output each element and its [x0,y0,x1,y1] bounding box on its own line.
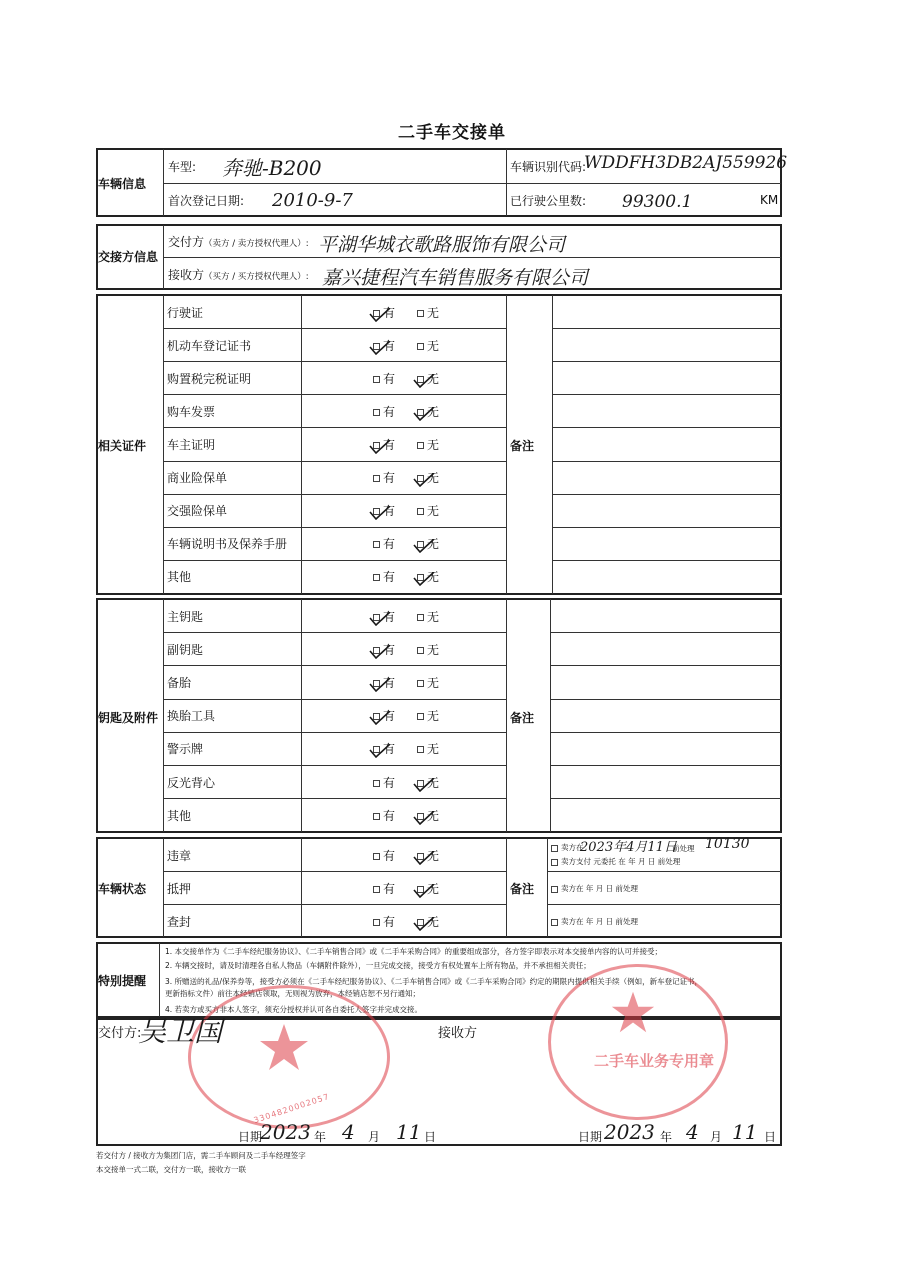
deliver-party-label [168,233,309,250]
documents-item-label: 车主证明 [167,437,216,452]
checkmark-icon [413,811,435,825]
documents-no-checkbox[interactable]: 无 [417,469,439,486]
keys-remark-label: 备注 [510,711,535,725]
documents-item-label: 机动车登记证书 [167,338,252,353]
receive-party-label [168,266,309,283]
documents-no-checkbox[interactable]: 无 [417,535,439,552]
footer-line-2: 本交接单一式二联，交付方一联，接收方一联 [96,1165,246,1174]
status-no-checkbox[interactable]: 无 [417,880,439,897]
documents-no-checkbox[interactable]: 无 [417,568,439,585]
right-date-day: 11 [732,1120,758,1144]
left-date-month: 4 [342,1120,355,1144]
left-year-unit: 年 [314,1130,327,1144]
notice-section-label: 特别提醒 [98,974,147,988]
documents-item-label: 交强险保单 [167,504,228,519]
keys-yes-checkbox[interactable]: 有 [373,774,395,791]
status-remark-1-line2: 卖方支付 元委托 在 年 月 日 前处理 [551,856,680,867]
vin-label: 车辆识别代码: [510,160,587,174]
parties-section-label: 交接方信息 [98,250,159,264]
documents-no-checkbox[interactable]: 无 [417,304,439,321]
keys-no-checkbox[interactable]: 无 [417,707,439,724]
status-remark-2: 卖方在 年 月 日 前处理 [551,883,638,894]
checkmark-icon [369,711,391,725]
keys-item-label: 副钥匙 [167,642,204,657]
left-date-day: 11 [396,1120,422,1144]
right-year-unit: 年 [660,1130,673,1144]
footer-line-1: 若交付方 / 接收方为集团门店，需二手车顾问及二手车经理签字 [96,1151,306,1160]
keys-yes-checkbox[interactable]: 有 [373,740,395,757]
receive-sign-label: 接收方 [438,1026,478,1041]
checkmark-icon [413,473,435,487]
documents-item-label: 其他 [167,570,192,585]
checkmark-icon [413,778,435,792]
notice-line-2: 2. 车辆交接时，请及时清理各自私人物品（车辆附件除外），一旦完成交接，接受方有权处置车上所有物品，并不承担相关责任； [165,961,591,970]
left-date-label: 日期 [238,1130,263,1144]
keys-no-checkbox[interactable]: 无 [417,641,439,658]
keys-yes-checkbox[interactable]: 有 [373,674,395,691]
model-label: 车型: [168,160,197,174]
keys-no-checkbox[interactable]: 无 [417,740,439,757]
documents-yes-checkbox[interactable]: 有 [373,436,395,453]
status-remark-1-amount: 10130 [705,836,750,852]
checkmark-icon [413,917,435,931]
receive-party-stamp [548,964,728,1120]
checkmark-icon [369,645,391,659]
keys-yes-checkbox[interactable]: 有 [373,641,395,658]
documents-yes-checkbox[interactable]: 有 [373,337,395,354]
status-no-checkbox[interactable]: 无 [417,847,439,864]
documents-section-label: 相关证件 [98,439,147,453]
status-yes-checkbox[interactable]: 有 [373,880,395,897]
keys-yes-checkbox[interactable]: 有 [373,608,395,625]
documents-yes-checkbox[interactable]: 有 [373,370,395,387]
documents-no-checkbox[interactable]: 无 [417,337,439,354]
receive-note: （买方 / 买方授权代理人）: [204,272,309,282]
status-item-label: 违章 [167,848,192,863]
documents-yes-checkbox[interactable]: 有 [373,568,395,585]
deliver-party-value: 平湖华城衣歌路服饰有限公司 [318,234,566,256]
checkmark-icon [413,539,435,553]
documents-yes-checkbox[interactable]: 有 [373,535,395,552]
notice-line-1: 1. 本交接单作为《二手车经纪服务协议》、《二手车销售合同》或《二手车采购合同》的重要组成部分，各方签字即表示对本交接单内容的认可并接受； [165,947,663,956]
documents-item-label: 行驶证 [167,305,204,320]
left-month-unit: 月 [368,1130,381,1144]
deliver-stamp-number: 3304820002057 [252,1091,331,1126]
receive-label-text: 接收方 [168,268,205,282]
keys-item-label: 换胎工具 [167,709,216,724]
checkmark-icon [413,884,435,898]
reg-date-value: 2010-9-7 [272,190,353,211]
checkmark-icon [369,744,391,758]
right-date-month: 4 [686,1120,699,1144]
vehicle-section-label: 车辆信息 [98,177,147,191]
documents-yes-checkbox[interactable]: 有 [373,403,395,420]
documents-item-label: 商业险保单 [167,471,228,486]
deliver-note: （卖方 / 卖方授权代理人）: [204,239,309,249]
receive-stamp-star-icon [610,990,656,1034]
status-remark-3: 卖方在 年 月 日 前处理 [551,916,638,927]
documents-no-checkbox[interactable]: 无 [417,403,439,420]
documents-item-label: 购车发票 [167,404,216,419]
right-date-year: 2023 [604,1120,655,1144]
notice-line-5: 4. 若卖方或买方非本人签字，须充分授权并认可各自委托人签字并完成交接。 [165,1005,423,1014]
left-date-year: 2023 [260,1120,311,1144]
mileage-label: 已行驶公里数: [510,194,587,208]
deliver-stamp-star-icon [258,1022,310,1072]
model-value: 奔驰-B200 [222,156,322,180]
page-title: 二手车交接单 [398,123,506,143]
mileage-value: 99300.1 [622,192,693,212]
status-remark-1-tail: 前处理 [672,844,695,853]
deliver-sign-label: 交付方: [98,1026,142,1041]
documents-no-checkbox[interactable]: 无 [417,502,439,519]
notice-line-3: 3. 所赠送的礼品/保养券等，接受方必须在《二手车经纪服务协议》、《二手车销售合同》或《二手车采购合同》约定的期限内提供相关手续（例如，新车登记证书， [165,977,703,986]
checkmark-icon [369,612,391,626]
checkmark-icon [413,851,435,865]
checkmark-icon [413,572,435,586]
checkmark-icon [413,407,435,421]
checkmark-icon [369,440,391,454]
documents-item-label: 车辆说明书及保养手册 [167,537,288,552]
status-section-label: 车辆状态 [98,882,147,896]
keys-item-label: 其他 [167,808,192,823]
keys-item-label: 警示牌 [167,742,204,757]
documents-item-label: 购置税完税证明 [167,371,252,386]
status-yes-checkbox[interactable]: 有 [373,913,395,930]
left-day-unit: 日 [424,1130,437,1144]
status-yes-checkbox[interactable]: 有 [373,847,395,864]
status-no-checkbox[interactable]: 无 [417,913,439,930]
deliver-label-text: 交付方 [168,235,205,249]
keys-yes-checkbox[interactable]: 有 [373,807,395,824]
status-remark-label: 备注 [510,882,535,896]
status-item-label: 查封 [167,914,192,929]
documents-yes-checkbox[interactable]: 有 [373,502,395,519]
documents-no-checkbox[interactable]: 无 [417,436,439,453]
status-item-label: 抵押 [167,881,192,896]
keys-no-checkbox[interactable]: 无 [417,774,439,791]
keys-no-checkbox[interactable]: 无 [417,608,439,625]
keys-item-label: 备胎 [167,676,192,690]
documents-remark-label: 备注 [510,439,535,453]
right-month-unit: 月 [710,1130,723,1144]
receive-party-value: 嘉兴捷程汽车销售服务有限公司 [322,267,589,289]
checkmark-icon [369,678,391,692]
right-date-label: 日期 [578,1130,603,1144]
keys-section-label: 钥匙及附件 [98,711,159,725]
mileage-unit: KM [760,193,779,207]
vin-value: WDDFH3DB2AJ559926 [584,153,788,173]
documents-yes-checkbox[interactable]: 有 [373,304,395,321]
keys-no-checkbox[interactable]: 无 [417,674,439,691]
notice-line-4: 更新指标文件）前往本经销店领取，无则视为放弃，本经销店恕不另行通知； [165,989,420,998]
status-remark-1-date: 2023年4月11日 [580,840,677,855]
checkmark-icon [369,341,391,355]
documents-no-checkbox[interactable]: 无 [417,370,439,387]
checkmark-icon [369,308,391,322]
keys-yes-checkbox[interactable]: 有 [373,707,395,724]
reg-date-label: 首次登记日期: [168,194,245,208]
keys-item-label: 主钥匙 [167,609,204,624]
keys-item-label: 反光背心 [167,775,216,790]
keys-no-checkbox[interactable]: 无 [417,807,439,824]
checkmark-icon [369,506,391,520]
status-remark-1: 卖方在 [551,842,584,853]
checkmark-icon [413,374,435,388]
deliver-signature: 吴卫国 [138,1015,223,1048]
documents-yes-checkbox[interactable]: 有 [373,469,395,486]
right-day-unit: 日 [764,1130,777,1144]
receive-stamp-text: 二手车业务专用章 [594,1052,715,1070]
